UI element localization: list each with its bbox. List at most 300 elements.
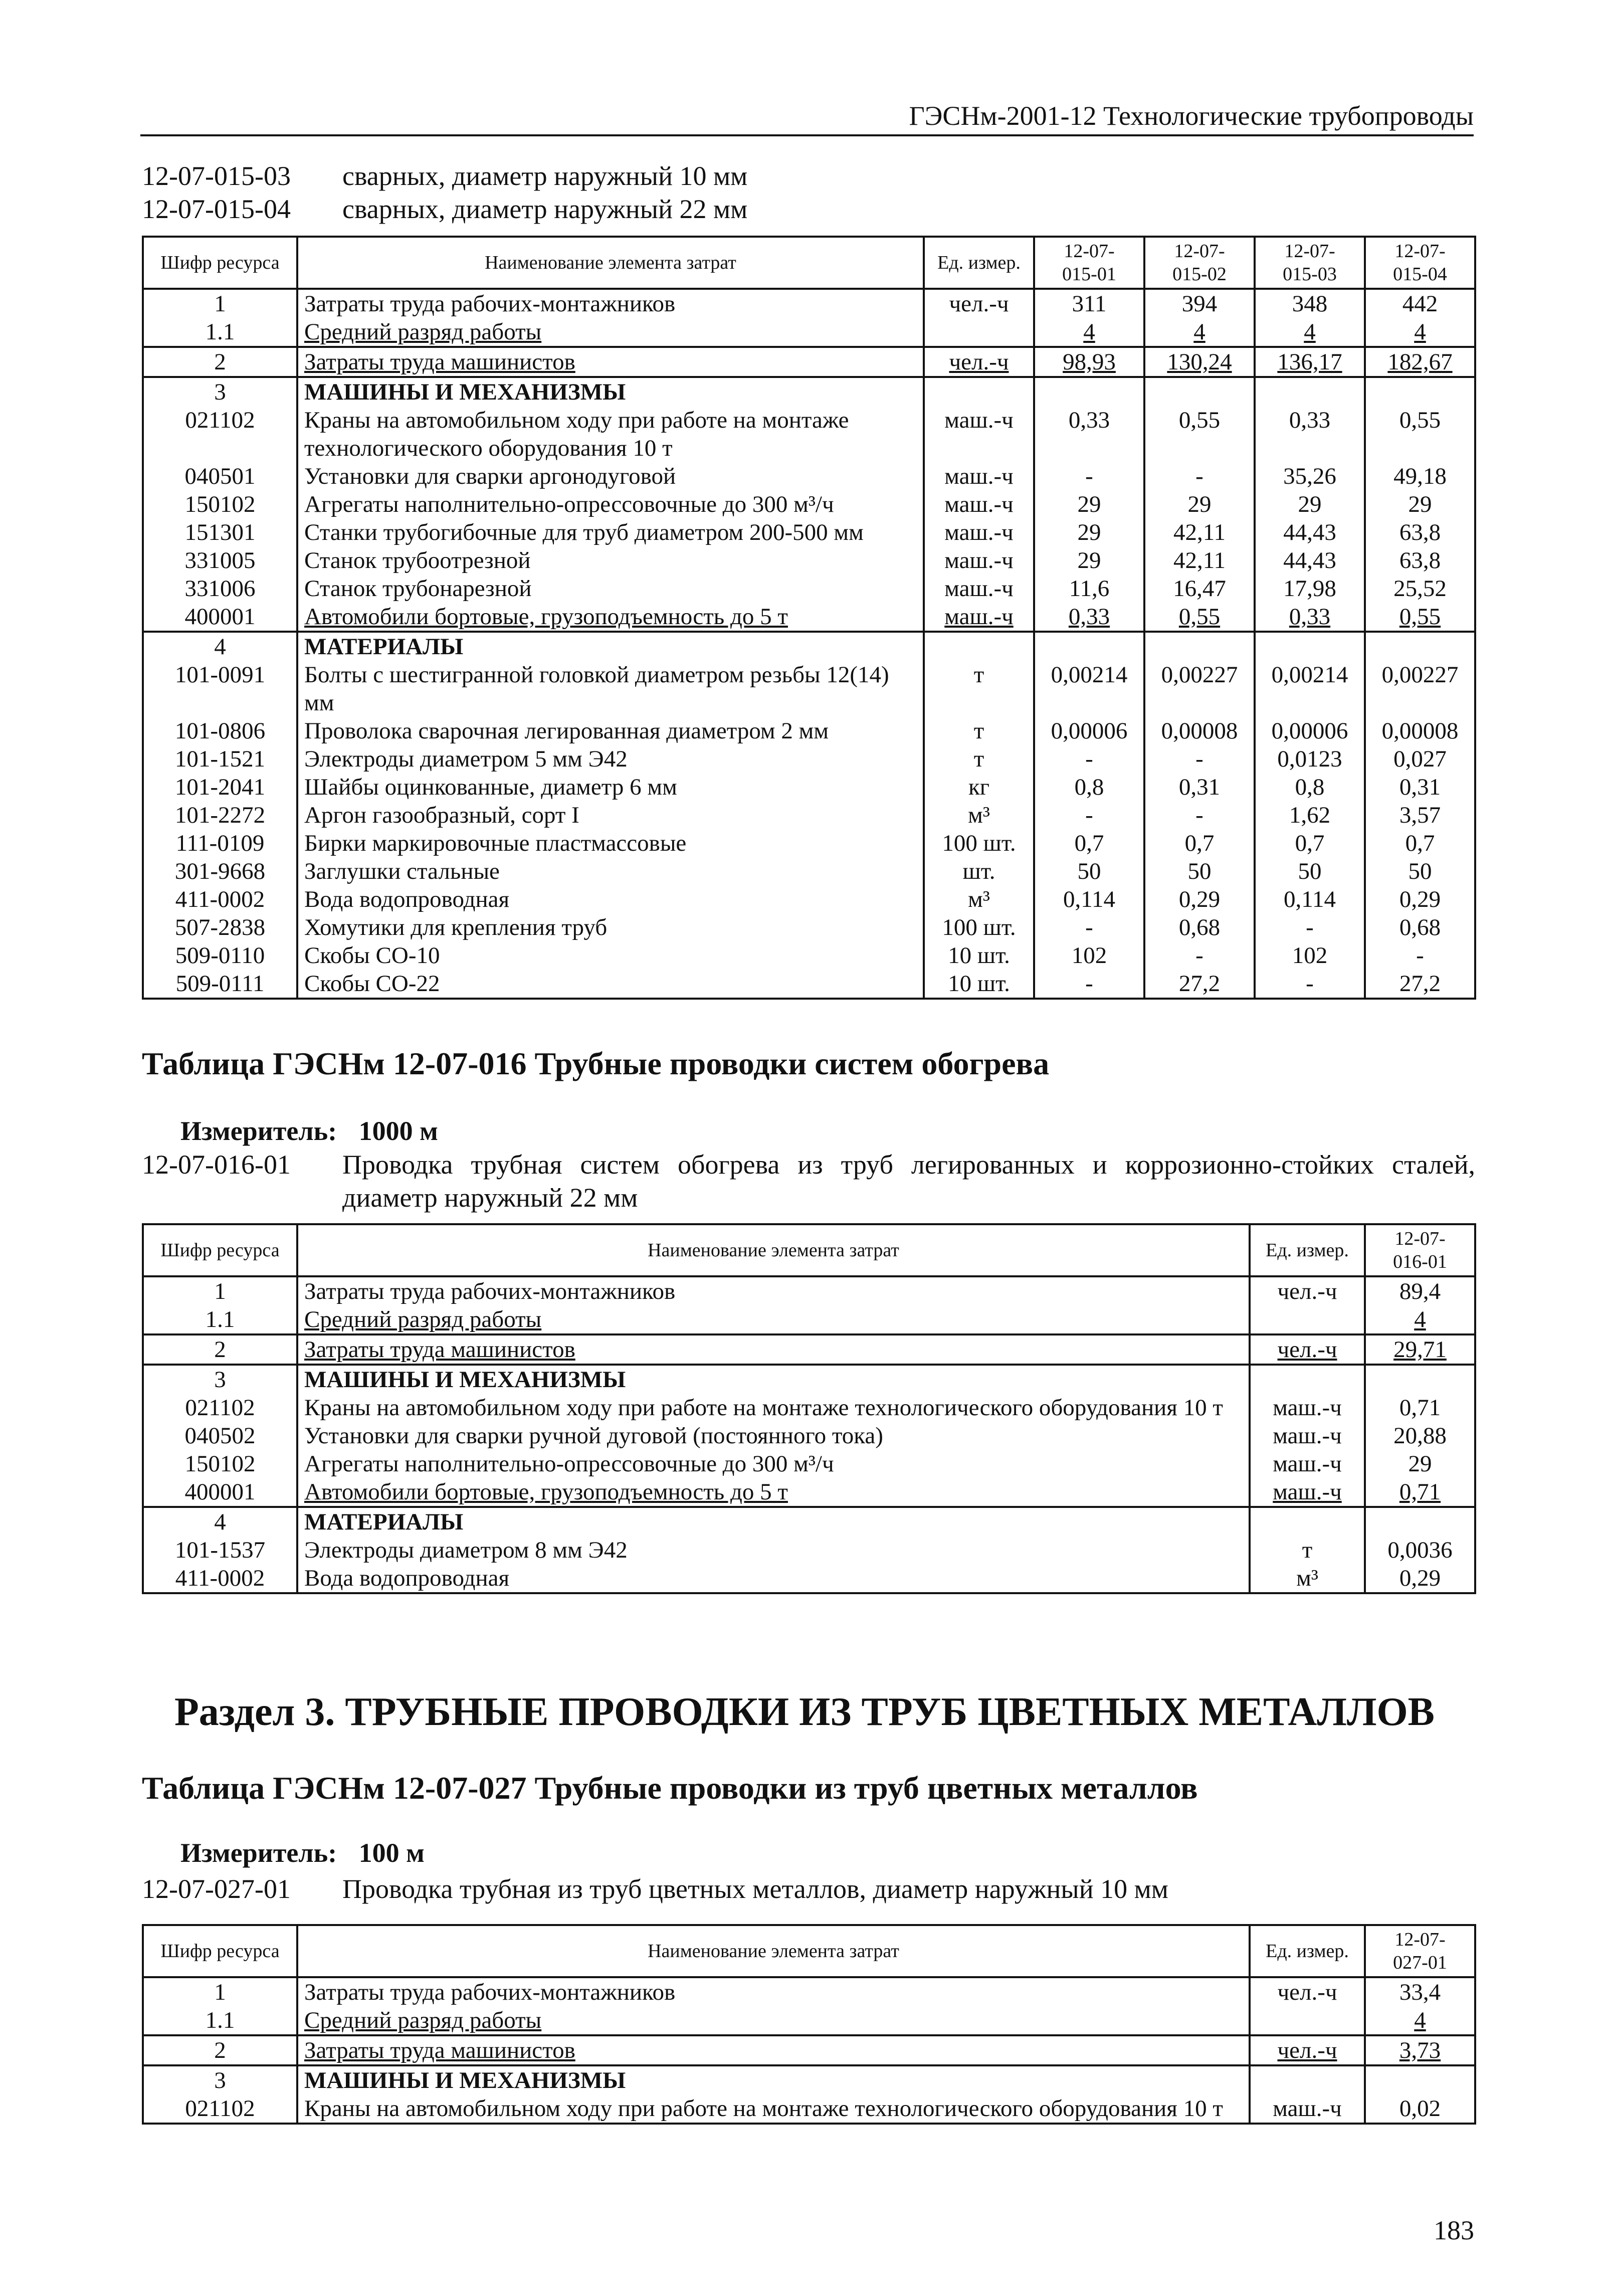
resource-code: 509-0110 xyxy=(143,941,297,970)
resource-row xyxy=(143,1422,1475,1450)
norm-value: 0,31 xyxy=(1365,773,1475,801)
resource-code: 021102 xyxy=(143,2094,297,2124)
header-name: Наименование элемента затрат xyxy=(297,237,924,289)
norm-value: 394 xyxy=(1144,289,1255,318)
cost-element-name: Установки для сварки аргонодуговой xyxy=(297,462,924,490)
header-variant: 12-07- 027-01 xyxy=(1365,1925,1475,1977)
resource-code: 2 xyxy=(143,2035,297,2065)
resource-code: 411-0002 xyxy=(143,1564,297,1593)
section-row xyxy=(143,2065,1475,2094)
variant-code: 12-07-015-04 xyxy=(142,194,291,224)
cost-element-name: МАШИНЫ И МЕХАНИЗМЫ xyxy=(297,1365,1250,1394)
unit-of-measure: т xyxy=(924,745,1034,773)
header-code: Шифр ресурса xyxy=(143,1224,297,1276)
unit-of-measure: м³ xyxy=(924,885,1034,913)
resource-code: 101-1537 xyxy=(143,1536,297,1564)
measure-12-07-016 xyxy=(180,1115,438,1146)
resource-code: 4 xyxy=(143,632,297,661)
resource-code: 150102 xyxy=(143,1450,297,1478)
resource-code: 507-2838 xyxy=(143,913,297,941)
norm-value: 102 xyxy=(1255,941,1365,970)
resource-code: 1 xyxy=(143,1977,297,2006)
cost-element-name: Бирки маркировочные пластмассовые xyxy=(297,829,924,857)
norm-value: 0,114 xyxy=(1034,885,1144,913)
resource-code: 3 xyxy=(143,377,297,406)
header-variant: 12-07- 015-02 xyxy=(1144,237,1255,289)
cost-element-name: Средний разряд работы xyxy=(297,318,924,347)
measure-value: 1000 м xyxy=(358,1116,438,1146)
cost-element-name: Вода водопроводная xyxy=(297,885,924,913)
norm-value: - xyxy=(1034,970,1144,999)
norm-value xyxy=(1365,1507,1475,1536)
resource-code: 1.1 xyxy=(143,2006,297,2035)
resource-row xyxy=(143,970,1475,999)
resource-code: 101-0806 xyxy=(143,717,297,745)
cost-element-name: Проволока сварочная легированная диаметром 2 мм xyxy=(297,717,924,745)
resource-code: 021102 xyxy=(143,406,297,462)
norm-value: 44,43 xyxy=(1255,546,1365,575)
norm-value: - xyxy=(1034,462,1144,490)
norm-value: 44,43 xyxy=(1255,518,1365,546)
cost-element-name: Электроды диаметром 5 мм Э42 xyxy=(297,745,924,773)
variant-row xyxy=(142,159,747,193)
resource-row xyxy=(143,717,1475,745)
unit-of-measure: маш.-ч xyxy=(1250,1478,1365,1507)
variant-row xyxy=(142,193,747,226)
norm-value: 1,62 xyxy=(1255,801,1365,829)
norm-value: 0,7 xyxy=(1144,829,1255,857)
cost-element-name: Болты с шестигранной головкой диаметром резьбы 12(14) мм xyxy=(297,661,924,717)
resource-code: 331005 xyxy=(143,546,297,575)
norm-value: 50 xyxy=(1034,857,1144,885)
section-row xyxy=(143,632,1475,661)
norm-value xyxy=(1365,2065,1475,2094)
norm-value: 16,47 xyxy=(1144,575,1255,603)
norm-value xyxy=(1144,632,1255,661)
norm-value: 182,67 xyxy=(1365,347,1475,377)
norm-value: 0,33 xyxy=(1034,406,1144,462)
cost-element-name: Затраты труда рабочих-монтажников xyxy=(297,1276,1250,1305)
norm-value: 25,52 xyxy=(1365,575,1475,603)
variant-text: Проводка трубная систем обогрева из труб легированных и коррозионно-стойких сталей, диаметр наружный 22 мм xyxy=(342,1150,1475,1213)
unit-of-measure xyxy=(924,318,1034,347)
cost-element-name: МАТЕРИАЛЫ xyxy=(297,1507,1250,1536)
cost-element-name: Хомутики для крепления труб xyxy=(297,913,924,941)
unit-of-measure: чел.-ч xyxy=(1250,1977,1365,2006)
unit-of-measure: чел.-ч xyxy=(924,289,1034,318)
norm-value: 0,71 xyxy=(1365,1394,1475,1422)
norm-table-12-07-015 xyxy=(142,236,1476,1000)
norm-value: 98,93 xyxy=(1034,347,1144,377)
variant-code: 12-07-015-03 xyxy=(142,161,291,191)
unit-of-measure: 100 шт. xyxy=(924,829,1034,857)
norm-value: 0,33 xyxy=(1255,603,1365,632)
unit-of-measure: чел.-ч xyxy=(1250,1334,1365,1365)
resource-row xyxy=(143,1450,1475,1478)
norm-value: 4 xyxy=(1255,318,1365,347)
resource-row xyxy=(143,2035,1475,2065)
unit-of-measure: маш.-ч xyxy=(924,575,1034,603)
norm-value: 29 xyxy=(1034,546,1144,575)
section-row xyxy=(143,1365,1475,1394)
resource-code: 2 xyxy=(143,347,297,377)
resource-code: 040502 xyxy=(143,1422,297,1450)
resource-row xyxy=(143,347,1475,377)
norm-value: 0,00214 xyxy=(1034,661,1144,717)
norm-value: 0,00214 xyxy=(1255,661,1365,717)
norm-value: 50 xyxy=(1144,857,1255,885)
unit-of-measure: маш.-ч xyxy=(924,603,1034,632)
norm-value: 17,98 xyxy=(1255,575,1365,603)
variant-description-12-07-016-01 xyxy=(142,1148,1475,1214)
norm-value: 42,11 xyxy=(1144,546,1255,575)
table-title-12-07-027: Таблица ГЭСНм 12-07-027 Трубные проводки из труб цветных металлов xyxy=(142,1770,1198,1806)
norm-value: 63,8 xyxy=(1365,546,1475,575)
norm-value xyxy=(1255,632,1365,661)
unit-of-measure: м³ xyxy=(1250,1564,1365,1593)
norm-value: 29 xyxy=(1034,490,1144,518)
norm-value: 0,55 xyxy=(1365,406,1475,462)
cost-element-name: Вода водопроводная xyxy=(297,1564,1250,1593)
norm-table-12-07-027 xyxy=(142,1924,1476,2125)
cost-element-name: Затраты труда машинистов xyxy=(297,1334,1250,1365)
measure-12-07-027 xyxy=(180,1837,425,1868)
norm-value: 0,02 xyxy=(1365,2094,1475,2124)
cost-element-name: Автомобили бортовые, грузоподъемность до 5 т xyxy=(297,1478,1250,1507)
unit-of-measure: чел.-ч xyxy=(924,347,1034,377)
norm-value: 0,31 xyxy=(1144,773,1255,801)
norm-value: 4 xyxy=(1365,2006,1475,2035)
norm-value: - xyxy=(1144,745,1255,773)
norm-value: - xyxy=(1144,801,1255,829)
running-header: ГЭСНм-2001-12 Технологические трубопроводы xyxy=(140,100,1474,136)
norm-value: 33,4 xyxy=(1365,1977,1475,2006)
resource-row xyxy=(143,490,1475,518)
resource-code: 301-9668 xyxy=(143,857,297,885)
norm-value: 0,0036 xyxy=(1365,1536,1475,1564)
unit-of-measure: маш.-ч xyxy=(1250,1450,1365,1478)
norm-value: 4 xyxy=(1034,318,1144,347)
norm-value: 20,88 xyxy=(1365,1422,1475,1450)
cost-element-name: Агрегаты наполнительно-опрессовочные до 300 м³/ч xyxy=(297,1450,1250,1478)
resource-row xyxy=(143,1564,1475,1593)
resource-code: 2 xyxy=(143,1334,297,1365)
variant-code: 12-07-027-01 xyxy=(142,1874,291,1904)
unit-of-measure: чел.-ч xyxy=(1250,2035,1365,2065)
norm-value: - xyxy=(1144,941,1255,970)
unit-of-measure xyxy=(1250,2065,1365,2094)
norm-value: 49,18 xyxy=(1365,462,1475,490)
norm-value: - xyxy=(1255,970,1365,999)
norm-value: 0,55 xyxy=(1365,603,1475,632)
norm-value: 0,33 xyxy=(1034,603,1144,632)
cost-element-name: Затраты труда рабочих-монтажников xyxy=(297,289,924,318)
cost-element-name: Станок трубоотрезной xyxy=(297,546,924,575)
resource-row xyxy=(143,1536,1475,1564)
cost-element-name: Затраты труда машинистов xyxy=(297,2035,1250,2065)
header-name: Наименование элемента затрат xyxy=(297,1224,1250,1276)
unit-of-measure: маш.-ч xyxy=(924,406,1034,462)
norm-value: 3,57 xyxy=(1365,801,1475,829)
norm-value: 4 xyxy=(1365,1305,1475,1334)
norm-value: 27,2 xyxy=(1144,970,1255,999)
norm-value: 0,8 xyxy=(1255,773,1365,801)
resource-row xyxy=(143,801,1475,829)
resource-row xyxy=(143,829,1475,857)
cost-element-name: Средний разряд работы xyxy=(297,1305,1250,1334)
norm-value: 29 xyxy=(1144,490,1255,518)
norm-value: 0,00006 xyxy=(1255,717,1365,745)
resource-row xyxy=(143,1977,1475,2006)
header-name: Наименование элемента затрат xyxy=(297,1925,1250,1977)
norm-value: 4 xyxy=(1144,318,1255,347)
norm-value: 50 xyxy=(1365,857,1475,885)
resource-row xyxy=(143,546,1475,575)
norm-value: 3,73 xyxy=(1365,2035,1475,2065)
resource-row xyxy=(143,518,1475,546)
header-code: Шифр ресурса xyxy=(143,237,297,289)
resource-row xyxy=(143,1276,1475,1305)
norm-value: 42,11 xyxy=(1144,518,1255,546)
norm-value: 0,00008 xyxy=(1365,717,1475,745)
resource-row xyxy=(143,318,1475,347)
norm-value xyxy=(1034,632,1144,661)
unit-of-measure xyxy=(1250,1305,1365,1334)
norm-value: 0,00227 xyxy=(1365,661,1475,717)
unit-of-measure: 10 шт. xyxy=(924,970,1034,999)
norm-value: 89,4 xyxy=(1365,1276,1475,1305)
cost-element-name: Затраты труда рабочих-монтажников xyxy=(297,1977,1250,2006)
norm-value: 0,7 xyxy=(1255,829,1365,857)
cost-element-name: МАШИНЫ И МЕХАНИЗМЫ xyxy=(297,2065,1250,2094)
resource-row xyxy=(143,289,1475,318)
resource-row xyxy=(143,406,1475,462)
norm-value: 29 xyxy=(1365,490,1475,518)
header-variant: 12-07- 016-01 xyxy=(1365,1224,1475,1276)
variant-text: сварных, диаметр наружный 22 мм xyxy=(342,194,748,224)
norm-value: 29 xyxy=(1255,490,1365,518)
norm-value: 29,71 xyxy=(1365,1334,1475,1365)
unit-of-measure: 10 шт. xyxy=(924,941,1034,970)
resource-row xyxy=(143,575,1475,603)
resource-code: 1.1 xyxy=(143,318,297,347)
resource-code: 4 xyxy=(143,1507,297,1536)
resource-row xyxy=(143,1334,1475,1365)
norm-value xyxy=(1255,377,1365,406)
resource-code: 021102 xyxy=(143,1394,297,1422)
cost-element-name: Станки трубогибочные для труб диаметром 200-500 мм xyxy=(297,518,924,546)
norm-value: 0,027 xyxy=(1365,745,1475,773)
norm-value: 29 xyxy=(1034,518,1144,546)
unit-of-measure: шт. xyxy=(924,857,1034,885)
cost-element-name: МАШИНЫ И МЕХАНИЗМЫ xyxy=(297,377,924,406)
unit-of-measure: маш.-ч xyxy=(924,546,1034,575)
resource-code: 3 xyxy=(143,2065,297,2094)
resource-code: 1 xyxy=(143,289,297,318)
variant-description-12-07-027-01 xyxy=(142,1872,1475,1905)
unit-of-measure xyxy=(1250,1365,1365,1394)
norm-value: 0,7 xyxy=(1034,829,1144,857)
variant-text: Проводка трубная из труб цветных металлов, диаметр наружный 10 мм xyxy=(342,1874,1168,1904)
norm-value: 130,24 xyxy=(1144,347,1255,377)
cost-element-name: Скобы СО-22 xyxy=(297,970,924,999)
resource-row xyxy=(143,941,1475,970)
norm-table-12-07-016 xyxy=(142,1223,1476,1594)
resource-code: 040501 xyxy=(143,462,297,490)
norm-value: 0,8 xyxy=(1034,773,1144,801)
unit-of-measure: м³ xyxy=(924,801,1034,829)
resource-row xyxy=(143,2094,1475,2124)
norm-value: 0,33 xyxy=(1255,406,1365,462)
norm-value xyxy=(1034,377,1144,406)
resource-row xyxy=(143,1478,1475,1507)
norm-value: - xyxy=(1034,913,1144,941)
unit-of-measure: кг xyxy=(924,773,1034,801)
norm-value xyxy=(1144,377,1255,406)
norm-value: 0,00006 xyxy=(1034,717,1144,745)
table-title-12-07-016: Таблица ГЭСНм 12-07-016 Трубные проводки систем обогрева xyxy=(142,1046,1050,1081)
cost-element-name: Автомобили бортовые, грузоподъемность до 5 т xyxy=(297,603,924,632)
norm-value: 0,7 xyxy=(1365,829,1475,857)
resource-code: 1 xyxy=(143,1276,297,1305)
cost-element-name: Краны на автомобильном ходу при работе на монтаже технологического оборудования 10 т xyxy=(297,2094,1250,2124)
norm-value: 0,29 xyxy=(1144,885,1255,913)
unit-of-measure: т xyxy=(1250,1536,1365,1564)
norm-value xyxy=(1365,632,1475,661)
resource-code: 101-2041 xyxy=(143,773,297,801)
norm-value: 0,0123 xyxy=(1255,745,1365,773)
resource-row xyxy=(143,913,1475,941)
norm-value: 29 xyxy=(1365,1450,1475,1478)
resource-code: 101-2272 xyxy=(143,801,297,829)
norm-value: 0,114 xyxy=(1255,885,1365,913)
norm-value: 0,71 xyxy=(1365,1478,1475,1507)
norm-value: 4 xyxy=(1365,318,1475,347)
header-variant: 12-07- 015-01 xyxy=(1034,237,1144,289)
norm-value: 35,26 xyxy=(1255,462,1365,490)
norm-value: 0,68 xyxy=(1144,913,1255,941)
norm-value: 63,8 xyxy=(1365,518,1475,546)
cost-element-name: Станок трубонарезной xyxy=(297,575,924,603)
resource-row xyxy=(143,1394,1475,1422)
resource-code: 331006 xyxy=(143,575,297,603)
norm-value: 348 xyxy=(1255,289,1365,318)
unit-of-measure: маш.-ч xyxy=(1250,1394,1365,1422)
cost-element-name: Установки для сварки ручной дуговой (постоянного тока) xyxy=(297,1422,1250,1450)
norm-value: - xyxy=(1034,745,1144,773)
resource-row xyxy=(143,462,1475,490)
norm-value xyxy=(1365,377,1475,406)
norm-value: 0,00227 xyxy=(1144,661,1255,717)
norm-value: 0,29 xyxy=(1365,885,1475,913)
norm-value: 311 xyxy=(1034,289,1144,318)
cost-element-name: МАТЕРИАЛЫ xyxy=(297,632,924,661)
resource-code: 151301 xyxy=(143,518,297,546)
cost-element-name: Затраты труда машинистов xyxy=(297,347,924,377)
resource-row xyxy=(143,1305,1475,1334)
resource-code: 400001 xyxy=(143,1478,297,1507)
norm-value: 50 xyxy=(1255,857,1365,885)
norm-value: 11,6 xyxy=(1034,575,1144,603)
cost-element-name: Шайбы оцинкованные, диаметр 6 мм xyxy=(297,773,924,801)
section-row xyxy=(143,377,1475,406)
measure-value: 100 м xyxy=(358,1838,425,1868)
norm-value: 27,2 xyxy=(1365,970,1475,999)
cost-element-name: Электроды диаметром 8 мм Э42 xyxy=(297,1536,1250,1564)
norm-value: 0,68 xyxy=(1365,913,1475,941)
resource-row xyxy=(143,603,1475,632)
resource-code: 509-0111 xyxy=(143,970,297,999)
unit-of-measure xyxy=(1250,1507,1365,1536)
resource-row xyxy=(143,745,1475,773)
page-number: 183 xyxy=(1434,2215,1474,2245)
section-title: Раздел 3. ТРУБНЫЕ ПРОВОДКИ ИЗ ТРУБ ЦВЕТНЫХ МЕТАЛЛОВ xyxy=(174,1690,1435,1734)
cost-element-name: Средний разряд работы xyxy=(297,2006,1250,2035)
header-unit: Ед. измер. xyxy=(1250,1925,1365,1977)
unit-of-measure: т xyxy=(924,717,1034,745)
norm-value: 136,17 xyxy=(1255,347,1365,377)
header-code: Шифр ресурса xyxy=(143,1925,297,1977)
unit-of-measure: чел.-ч xyxy=(1250,1276,1365,1305)
measure-label: Измеритель: xyxy=(180,1838,337,1868)
cost-element-name: Краны на автомобильном ходу при работе на монтаже технологического оборудования 10 т xyxy=(297,1394,1250,1422)
resource-code: 111-0109 xyxy=(143,829,297,857)
variant-text: сварных, диаметр наружный 10 мм xyxy=(342,161,748,191)
section-row xyxy=(143,1507,1475,1536)
norm-value: 442 xyxy=(1365,289,1475,318)
norm-value: 0,29 xyxy=(1365,1564,1475,1593)
norm-value xyxy=(1365,1365,1475,1394)
unit-of-measure xyxy=(1250,2006,1365,2035)
unit-of-measure xyxy=(924,377,1034,406)
norm-value: - xyxy=(1034,801,1144,829)
norm-value: 0,55 xyxy=(1144,406,1255,462)
norm-value: 0,55 xyxy=(1144,603,1255,632)
unit-of-measure: маш.-ч xyxy=(1250,2094,1365,2124)
resource-code: 101-1521 xyxy=(143,745,297,773)
resource-row xyxy=(143,773,1475,801)
resource-code: 400001 xyxy=(143,603,297,632)
norm-value: - xyxy=(1365,941,1475,970)
resource-code: 411-0002 xyxy=(143,885,297,913)
resource-row xyxy=(143,661,1475,717)
unit-of-measure: маш.-ч xyxy=(924,518,1034,546)
header-unit: Ед. измер. xyxy=(924,237,1034,289)
resource-row xyxy=(143,2006,1475,2035)
resource-code: 1.1 xyxy=(143,1305,297,1334)
variant-code: 12-07-016-01 xyxy=(142,1150,291,1180)
cost-element-name: Агрегаты наполнительно-опрессовочные до 300 м³/ч xyxy=(297,490,924,518)
measure-label: Измеритель: xyxy=(180,1116,337,1146)
header-unit: Ед. измер. xyxy=(1250,1224,1365,1276)
resource-code: 101-0091 xyxy=(143,661,297,717)
header-variant: 12-07- 015-04 xyxy=(1365,237,1475,289)
cost-element-name: Аргон газообразный, сорт I xyxy=(297,801,924,829)
header-variant: 12-07- 015-03 xyxy=(1255,237,1365,289)
norm-value: 102 xyxy=(1034,941,1144,970)
unit-of-measure: маш.-ч xyxy=(1250,1422,1365,1450)
resource-code: 150102 xyxy=(143,490,297,518)
cost-element-name: Краны на автомобильном ходу при работе на монтаже технологического оборудования 10 т xyxy=(297,406,924,462)
unit-of-measure: 100 шт. xyxy=(924,913,1034,941)
norm-value: - xyxy=(1144,462,1255,490)
cost-element-name: Скобы СО-10 xyxy=(297,941,924,970)
unit-of-measure xyxy=(924,632,1034,661)
cost-element-name: Заглушки стальные xyxy=(297,857,924,885)
norm-value: 0,00008 xyxy=(1144,717,1255,745)
resource-row xyxy=(143,857,1475,885)
resource-row xyxy=(143,885,1475,913)
